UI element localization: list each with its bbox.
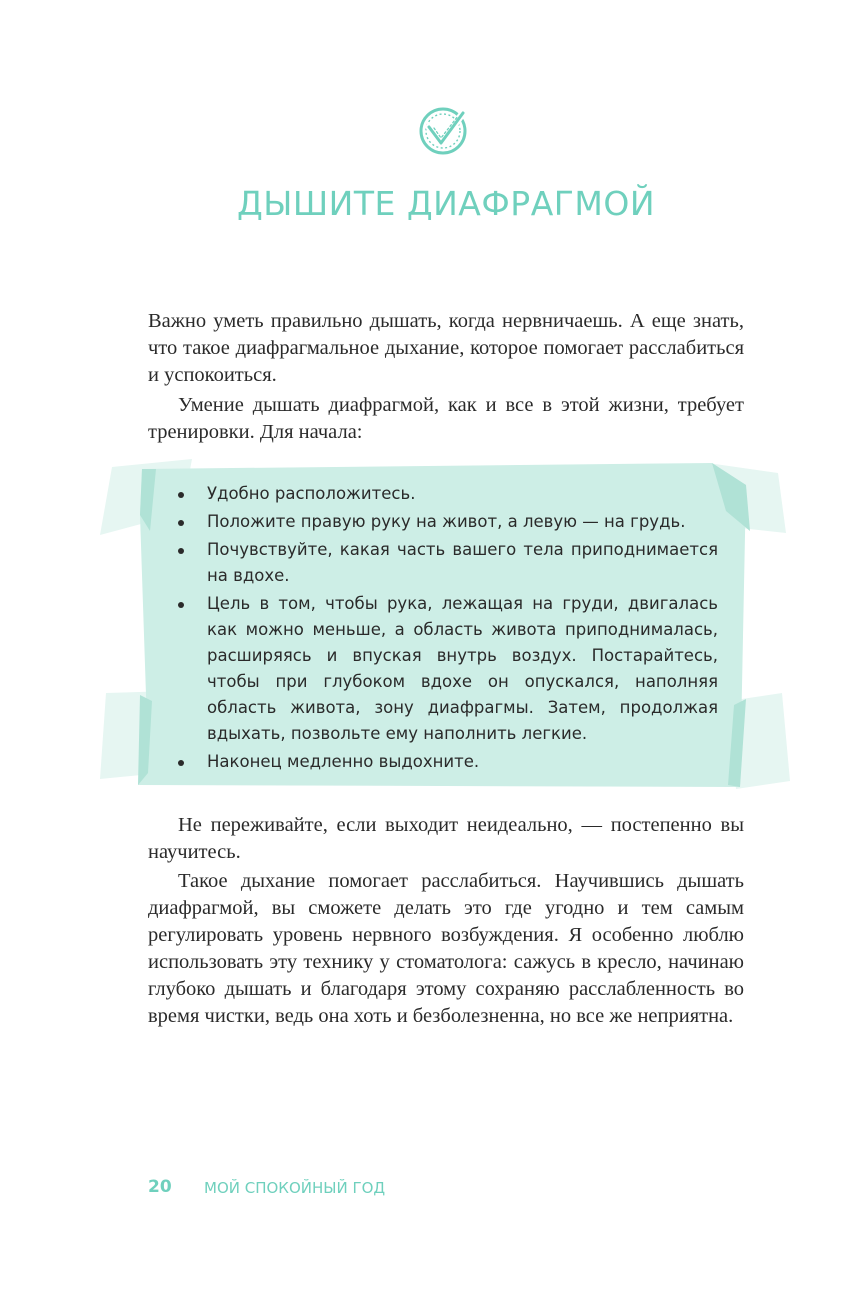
outro-paragraph-1: Не переживайте, если выходит неидеально, — постепенно вы научитесь. xyxy=(148,814,744,863)
bullet-icon xyxy=(178,548,184,554)
bullet-icon xyxy=(178,492,184,498)
bullet-icon xyxy=(178,520,184,526)
page-number: 20 xyxy=(148,1177,172,1197)
list-item-text: Наконец медленно выдохните. xyxy=(207,752,480,771)
intro-paragraph-1: Важно уметь правильно дышать, когда нервничаешь. А еще знать, что такое диафрагмальное дыхание, которое помогает расслабиться и успокоиться. xyxy=(148,310,744,386)
list-item xyxy=(178,537,718,589)
list-item-text: Цель в том, чтобы рука, лежащая на груди, двигалась как можно меньше, а область живота приподнималась, расширяясь и впуская внутрь воздух. Постарайтесь, чтобы при глубоком вдохе он опускался, наполняя область живота, зону диафрагмы. Затем, продолжая вдыхать, позвольте ему наполнить легкие. xyxy=(207,594,718,743)
check-circle-icon xyxy=(415,103,471,159)
list-item-text: Удобно расположитесь. xyxy=(207,484,416,503)
list-item xyxy=(178,591,718,747)
bullet-icon xyxy=(178,760,184,766)
steps-list xyxy=(178,481,718,777)
list-item xyxy=(178,481,718,507)
list-item xyxy=(178,749,718,775)
intro-paragraph-2: Умение дышать диафрагмой, как и все в этой жизни, требует тренировки. Для начала: xyxy=(148,394,744,443)
list-item xyxy=(178,509,718,535)
outro-paragraph-2: Такое дыхание помогает расслабиться. Научившись дышать диафрагмой, вы сможете делать это где угодно и тем самым регулировать уровень нервного возбуждения. Я особенно люблю использовать эту технику у стоматолога: сажусь в кресло, начинаю глубоко дышать и благодаря этому сохраняю расслабленность во время чистки, ведь она хоть и безболезненна, но все же неприятна. xyxy=(148,870,744,1027)
bullet-icon xyxy=(178,602,184,608)
list-item-text: Положите правую руку на живот, а левую — на грудь. xyxy=(207,512,686,531)
page-title: ДЫШИТЕ ДИАФРАГМОЙ xyxy=(236,184,656,224)
running-title: МОЙ СПОКОЙНЫЙ ГОД xyxy=(204,1179,386,1197)
list-item-text: Почувствуйте, какая часть вашего тела приподнимается на вдохе. xyxy=(207,540,718,585)
